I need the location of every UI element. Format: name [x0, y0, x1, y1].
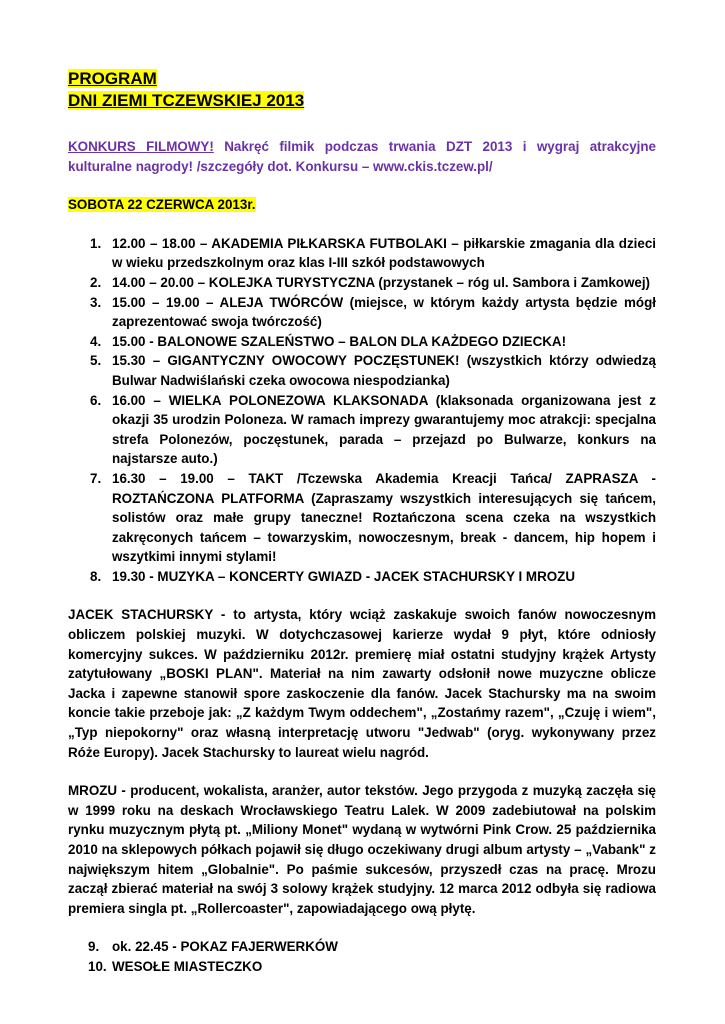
list-item-number: 9. [88, 939, 100, 955]
list-item-text: WESOŁE MIASTECZKO [112, 958, 263, 974]
konkurs-text: Nakręć filmik podczas trwania DZT 2013 i wygraj atrakcyjne kulturalne nagrody! /szczegóły dot. Konkursu – www.ckis.tczew.pl/ [68, 139, 656, 174]
list-item-number: 1. [90, 235, 102, 251]
list-item-number: 7. [90, 470, 102, 486]
list-item-number: 8. [90, 568, 102, 584]
list-item [68, 469, 656, 567]
stachursky-paragraph: JACEK STACHURSKY - to artysta, który wciąż zaskakuje swoich fanów nowoczesnym obliczem polskiej muzyki. W dotychczasowej karierze wydał 9 płyt, które odniosły komercyjny sukces. W październiku 2012r. premierę miał ostatni studyjny krążek Artysty zatytułowany „BOSKI PLAN". Materiał na nim zawarty odsłonił nowe muzyczne oblicze Jacka i zapewne stanowił spore zaskoczenie dla fanów. Jacek Stachursky ma na swoim koncie takie przeboje jak: „Z każdym Twym oddechem", „Zostańmy razem", „Czuję i wiem", „Typ niepokorny" oraz własną interpretację utworu "Jedwab" (oryg. wykonywany przez Róże Europy). Jacek Stachursky to laureat wielu nagród. [68, 607, 656, 760]
list-item-text: 12.00 – 18.00 – AKADEMIA PIŁKARSKA FUTBOLAKI – piłkarskie zmagania dla dzieci w wieku przedszkolnym oraz klas I-III szkół podstawowych [112, 235, 656, 271]
list-item [68, 937, 656, 957]
list-item-text: 15.00 - BALONOWE SZALEŃSTWO – BALON DLA KAŻDEGO DZIECKA! [112, 333, 567, 349]
list-item-text: 19.30 - MUZYKA – KONCERTY GWIAZD - JACEK STACHURSKY I MROZU [112, 568, 576, 584]
list-item-text: ok. 22.45 - POKAZ FAJERWERKÓW [112, 939, 338, 955]
page-title [68, 68, 656, 112]
document-page [68, 68, 656, 977]
list-item-number: 3. [90, 294, 102, 310]
list-item [68, 293, 656, 332]
list-item [68, 957, 656, 977]
konkurs-announcement [68, 137, 656, 176]
list-item [68, 567, 656, 587]
program-list-continued [68, 937, 656, 976]
list-item-text: 15.00 – 19.00 – ALEJA TWÓRCÓW (miejsce, w którym każdy artysta będzie mógł zaprezentować swoja twórczość) [112, 294, 656, 330]
list-item-number: 4. [90, 333, 102, 349]
list-item-text: 15.30 – GIGANTYCZNY OWOCOWY POCZĘSTUNEK! (wszystkich którzy odwiedzą Bulwar Nadwiślański czeka owocowa niespodzianka) [112, 353, 656, 388]
list-item-number: 10. [88, 958, 107, 974]
list-item-text: 16.30 – 19.00 – TAKT /Tczewska Akademia Kreacji Tańca/ ZAPRASZA - ROZTAŃCZONA PLATFORMA (Zapraszamy wszystkich interesujących się tańcem, solistów oraz małe grupy taneczne! Roztańczona scena czeka na wszystkich zakręconych tańcem – towarzyskim, nowoczesnym, break - dancem, hip hopem i wszytkimi innymi stylami! [112, 470, 656, 565]
title-line-2: DNI ZIEMI TCZEWSKIEJ 2013 [68, 91, 305, 110]
list-item [68, 351, 656, 390]
list-item [68, 234, 656, 273]
day-heading [68, 195, 656, 215]
list-item-number: 5. [90, 353, 102, 369]
konkurs-lead: KONKURS FILMOWY! [68, 139, 214, 154]
list-item [68, 332, 656, 352]
list-item-number: 6. [90, 392, 102, 408]
list-item [68, 391, 656, 469]
program-list [68, 234, 656, 587]
list-item-text: 16.00 – WIELKA POLONEZOWA KLAKSONADA (klaksonada organizowana jest z okazji 35 urodzin Poloneza. W ramach imprezy gwarantujemy moc atrakcji: specjalna strefa Polonezów, poczęstunek, parada – przejazd po Bulwarze, konkurs na najstarsze auto.) [112, 392, 656, 467]
title-line-1: PROGRAM [68, 69, 157, 88]
mrozu-paragraph: MROZU - producent, wokalista, aranżer, autor tekstów. Jego przygoda z muzyką zaczęła się w 1999 roku na deskach Wrocławskiego Teatru Lalek. W 2009 zadebiutował na polskim rynku muzycznym płytą pt. „Miliony Monet" wydaną w wytwórni Pink Crow. 25 października 2010 na sklepowych półkach pojawił się długo oczekiwany drugi album artysty – „Vabank" z największym hitem „Globalnie". Po paśmie sukcesów, przyszedł czas na pracę. Mrozu zaczął zbierać materiał na swój 3 solowy krążek studyjny. 12 marca 2012 odbyła się radiowa premiera singla pt. „Rollercoaster", zapowiadającego ową płytę. [68, 783, 656, 916]
list-item-number: 2. [90, 274, 102, 290]
list-item [68, 273, 656, 293]
list-item-text: 14.00 – 20.00 – KOLEJKA TURYSTYCZNA (przystanek – róg ul. Sambora i Zamkowej) [112, 274, 651, 290]
day-heading-text: SOBOTA 22 CZERWCA 2013r. [68, 197, 256, 213]
